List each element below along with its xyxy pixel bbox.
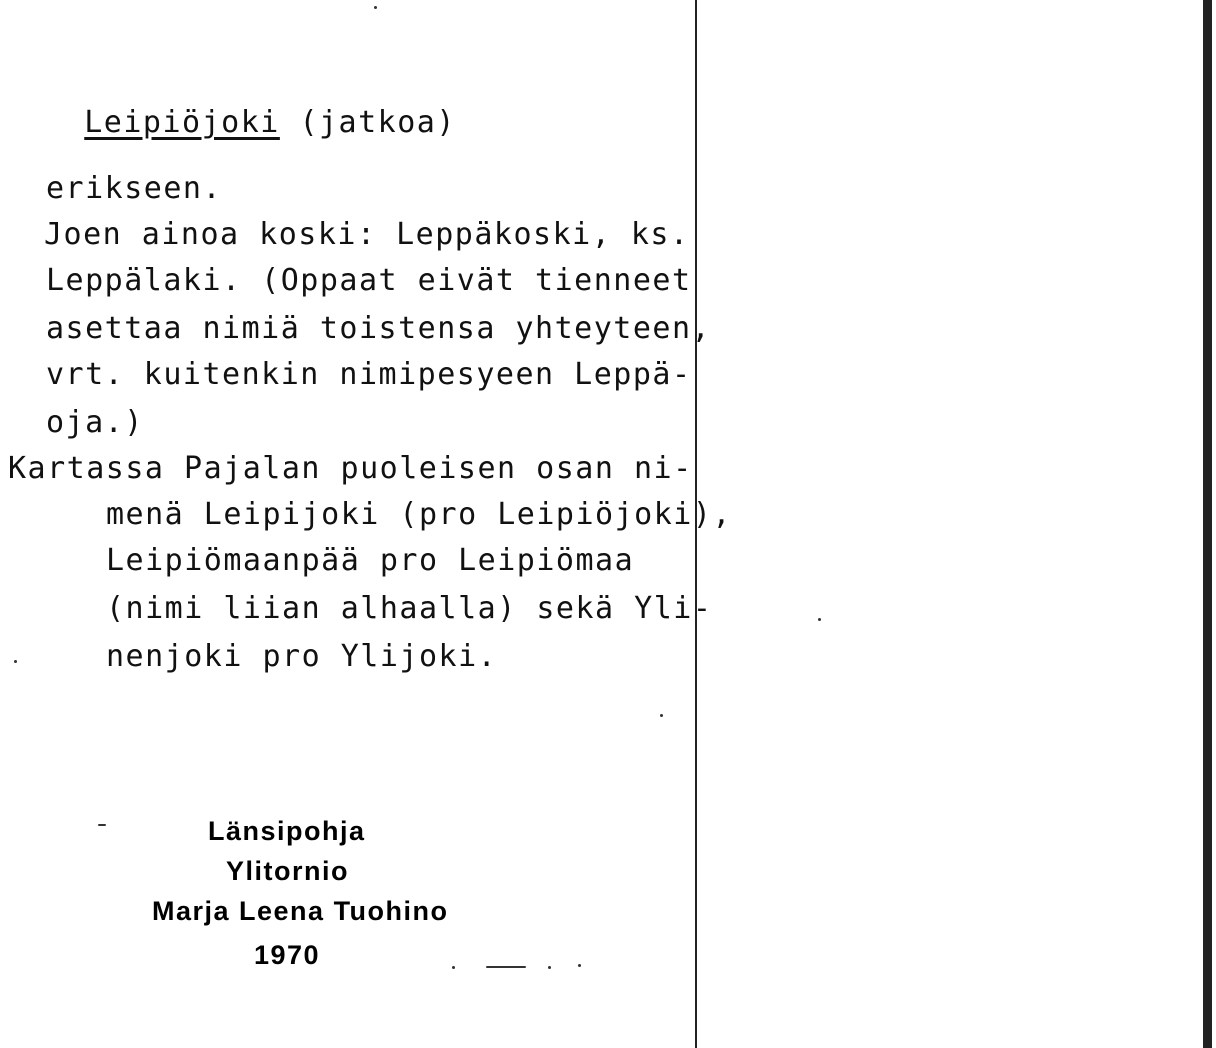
- text-line-10: (nimi liian alhaalla) sekä Yli-: [106, 591, 713, 626]
- stamp-parish: Ylitornio: [226, 856, 349, 886]
- scan-speck: [548, 966, 551, 969]
- text-line-1: erikseen.: [46, 171, 223, 206]
- stamp-year: 1970: [254, 940, 321, 970]
- stamp-collector: Marja Leena Tuohino: [152, 896, 449, 926]
- scan-speck: [374, 6, 377, 9]
- scan-speck: [452, 966, 455, 969]
- text-line-7: Kartassa Pajalan puoleisen osan ni-: [8, 451, 693, 486]
- vertical-rule-right: [1203, 0, 1212, 1048]
- scan-speck: [14, 660, 17, 663]
- heading-place-name: Leipiöjoki: [84, 105, 280, 140]
- text-line-6: oja.): [46, 405, 144, 440]
- scan-speck: [660, 714, 663, 717]
- text-line-2: Joen ainoa koski: Leppäkoski, ks.: [44, 217, 690, 252]
- text-line-11: nenjoki pro Ylijoki.: [106, 639, 498, 674]
- scan-speck: [98, 824, 106, 826]
- scan-speck: [818, 618, 821, 621]
- scan-speck: [578, 964, 581, 967]
- stamp-region: Länsipohja: [208, 816, 366, 846]
- heading-suffix: (jatkoa): [299, 105, 456, 140]
- text-line-3: Leppälaki. (Oppaat eivät tienneet: [46, 263, 692, 298]
- text-line-4: asettaa nimiä toistensa yhteyteen,: [46, 311, 712, 346]
- text-line-5: vrt. kuitenkin nimipesyeen Leppä-: [46, 357, 692, 392]
- scan-speck: [486, 966, 526, 968]
- heading: [6, 78, 456, 168]
- text-line-9: Leipiömaanpää pro Leipiömaa: [106, 543, 635, 578]
- text-line-8: menä Leipijoki (pro Leipiöjoki),: [106, 497, 732, 532]
